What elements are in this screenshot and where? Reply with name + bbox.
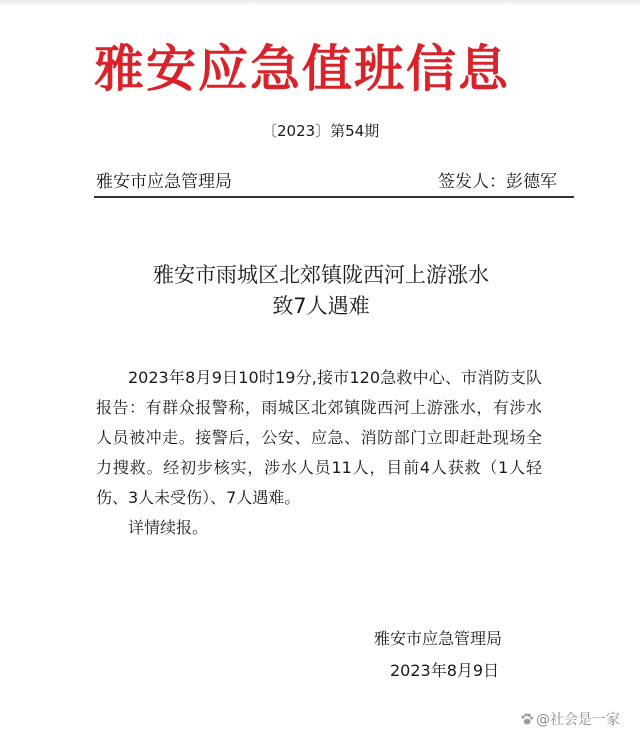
issue-number: 〔2023〕第54期: [262, 122, 380, 140]
watermark-text: @社会是一家: [536, 712, 620, 728]
headline-line-2: 致7人遇难: [272, 294, 370, 318]
closing-date: 2023年8月9日: [390, 661, 500, 680]
body-paragraph-2: 详情续报。: [128, 518, 209, 537]
headline: [80, 260, 562, 322]
issuing-office: 雅安市应急管理局: [96, 172, 232, 192]
report-body: [96, 363, 542, 543]
header-divider: [94, 196, 574, 198]
top-edge: [0, 0, 640, 6]
masthead-title: 雅安应急值班信息: [94, 40, 510, 98]
body-paragraph-1: 2023年8月9日10时19分,接市120急救中心、市消防支队报告：有群众报警称，雨城区北郊镇陇西河上游涨水，有涉水人员被冲走。接警后，公安、应急、消防部门立即赶赴现场全力搜救。经初步核实，涉水人员11人，目前4人获救（1人轻伤、3人未受伤）、7人遇难。: [96, 368, 542, 507]
signer: 签发人：彭德军: [438, 172, 557, 192]
watermark: [520, 710, 620, 730]
headline-line-1: 雅安市雨城区北郊镇陇西河上游涨水: [153, 263, 489, 287]
paw-icon: [520, 712, 534, 726]
closing-organization: 雅安市应急管理局: [374, 629, 503, 648]
